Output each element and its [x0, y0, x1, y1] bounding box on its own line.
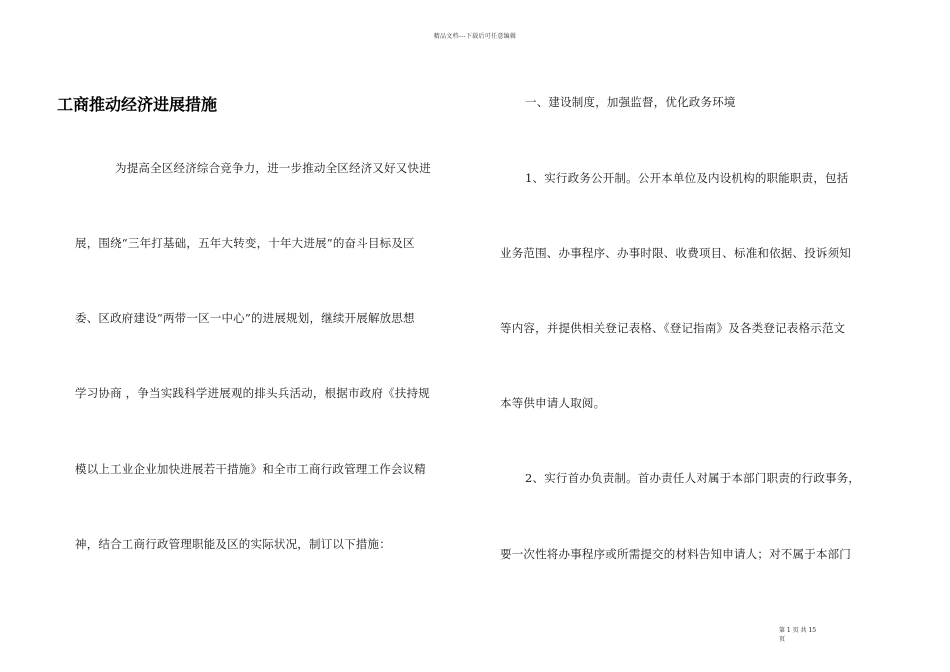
- left-paragraph-line: 神，结合工商行政管理职能及区的实际状况，制订以下措施：: [75, 537, 391, 551]
- page-number: [779, 626, 839, 644]
- left-paragraph-line: 模以上工业企业加快进展若干措施》和全市工商行政管理工作会议精: [75, 462, 426, 476]
- right-paragraph-line: 等内容，并提供相关登记表格、《登记指南》及各类登记表格示范文: [500, 321, 846, 335]
- right-paragraph-line: 1、实行政务公开制。公开本单位及内设机构的职能职责，包括: [525, 171, 849, 185]
- left-paragraph-line: 为提高全区经济综合竞争力，进一步推动全区经济又好又快进: [115, 161, 431, 175]
- section-heading: 一、建设制度，加强监督，优化政务环境: [525, 95, 736, 109]
- right-paragraph-line: 业务范围、办事程序、办事时限、收费项目、标准和依据、投诉须知: [500, 246, 851, 260]
- right-paragraph-line: 要一次性将办事程序或所需提交的材料告知申请人；对不属于本部门: [500, 547, 851, 561]
- document-title: 工商推动经济进展措施: [57, 95, 218, 114]
- right-paragraph-line: 2、实行首办负责制。首办责任人对属于本部门职责的行政事务，: [525, 471, 861, 485]
- left-paragraph-line: 委、区政府建设“两带一区一中心”的进展规划，继续开展解放思想: [75, 311, 415, 325]
- page-header: 精品文档---下载后可任意编辑: [433, 33, 517, 40]
- page-number-line: 页: [779, 636, 786, 643]
- left-paragraph-line: 展，围绕“三年打基础，五年大转变，十年大进展”的奋斗目标及区: [75, 236, 415, 250]
- left-paragraph-line: 学习协商 ，争当实践科学进展观的排头兵活动，根据市政府《扶持规: [75, 386, 430, 400]
- right-paragraph-line: 本等供申请人取阅。: [500, 396, 606, 410]
- page-number-line: 第 1 页 共 15: [779, 627, 817, 634]
